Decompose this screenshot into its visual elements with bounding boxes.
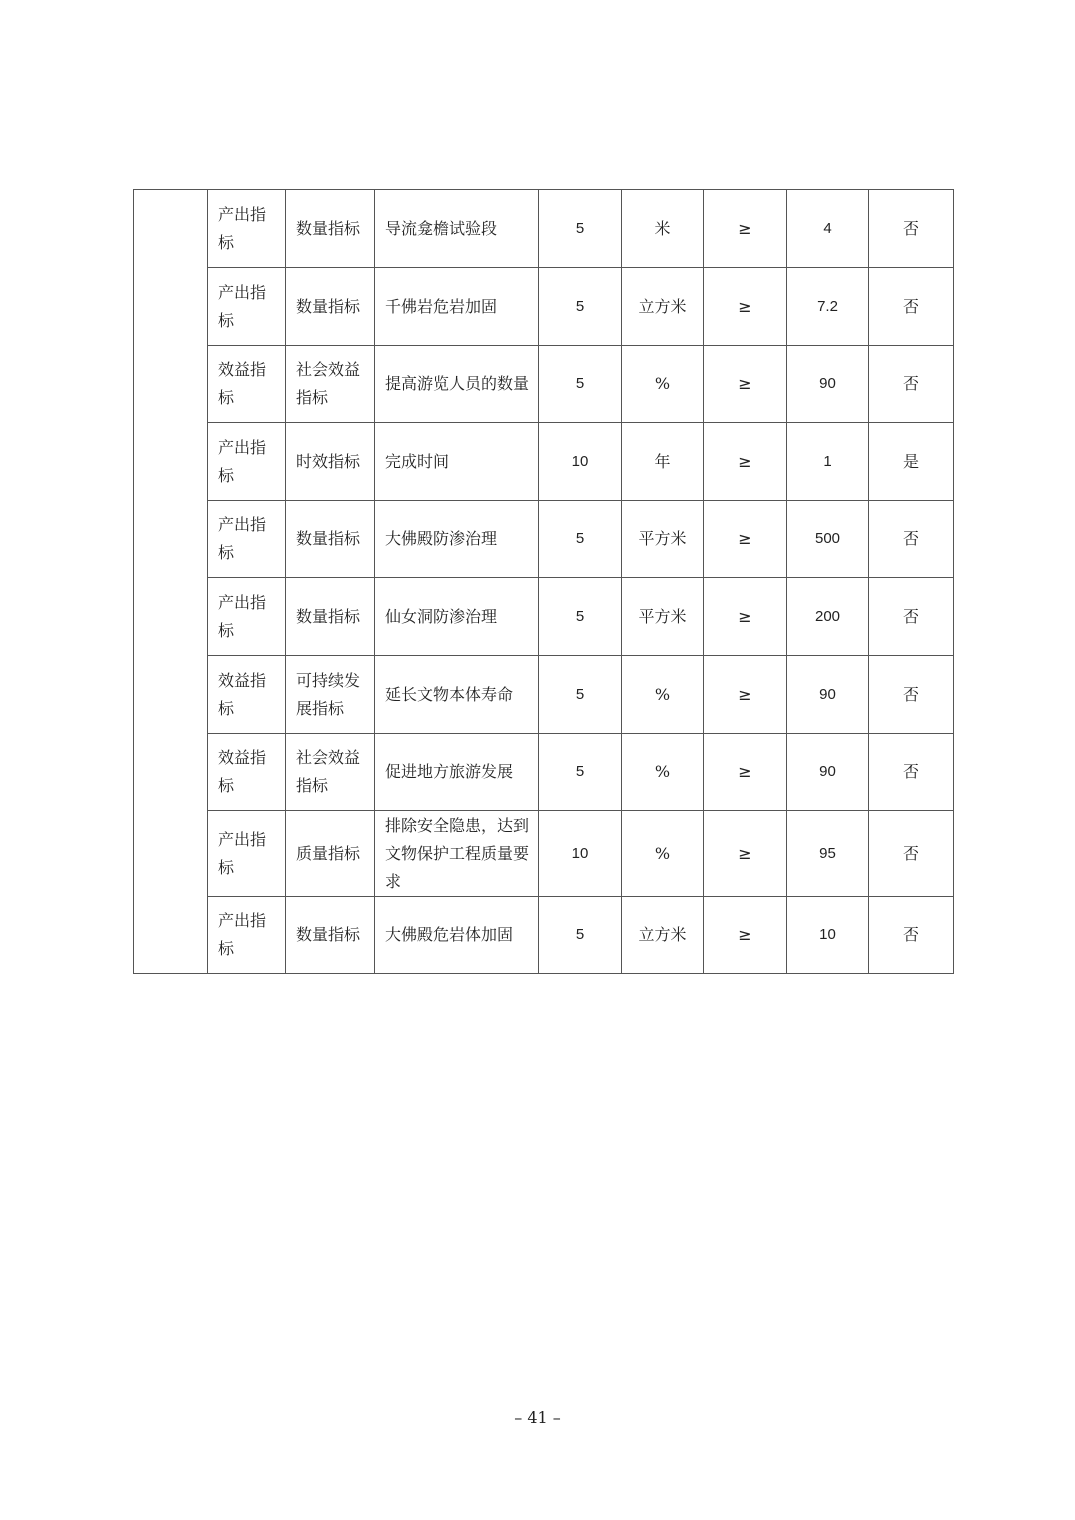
level2-cell: 数量指标 bbox=[286, 190, 375, 268]
unit-cell: % bbox=[622, 346, 704, 423]
core-cell: 否 bbox=[869, 578, 954, 656]
merged-blank-cell bbox=[134, 190, 208, 974]
table-row bbox=[134, 734, 954, 811]
operator-cell: ≥ bbox=[704, 578, 787, 656]
operator-cell: ≥ bbox=[704, 268, 787, 346]
level2-cell: 社会效益指标 bbox=[286, 734, 375, 811]
table-row bbox=[134, 578, 954, 656]
core-cell: 否 bbox=[869, 268, 954, 346]
table-row bbox=[134, 897, 954, 974]
core-cell: 否 bbox=[869, 734, 954, 811]
weight-cell: 5 bbox=[539, 346, 622, 423]
target-cell: 10 bbox=[787, 897, 869, 974]
core-cell: 否 bbox=[869, 811, 954, 897]
level2-cell: 时效指标 bbox=[286, 423, 375, 501]
unit-cell: 立方米 bbox=[622, 897, 704, 974]
operator-cell: ≥ bbox=[704, 734, 787, 811]
level2-cell: 社会效益指标 bbox=[286, 346, 375, 423]
target-cell: 4 bbox=[787, 190, 869, 268]
target-cell: 500 bbox=[787, 501, 869, 578]
indicator-cell: 大佛殿防渗治理 bbox=[375, 501, 539, 578]
core-cell: 否 bbox=[869, 656, 954, 734]
level1-cell: 产出指标 bbox=[208, 268, 286, 346]
level1-cell: 产出指标 bbox=[208, 811, 286, 897]
level2-cell: 数量指标 bbox=[286, 268, 375, 346]
table-row bbox=[134, 501, 954, 578]
unit-cell: 年 bbox=[622, 423, 704, 501]
level1-cell: 效益指标 bbox=[208, 734, 286, 811]
target-cell: 95 bbox=[787, 811, 869, 897]
weight-cell: 5 bbox=[539, 897, 622, 974]
weight-cell: 5 bbox=[539, 190, 622, 268]
unit-cell: 平方米 bbox=[622, 501, 704, 578]
weight-cell: 5 bbox=[539, 578, 622, 656]
level1-cell: 效益指标 bbox=[208, 656, 286, 734]
unit-cell: % bbox=[622, 734, 704, 811]
target-cell: 90 bbox=[787, 734, 869, 811]
level2-cell: 质量指标 bbox=[286, 811, 375, 897]
indicator-cell: 大佛殿危岩体加固 bbox=[375, 897, 539, 974]
level2-cell: 数量指标 bbox=[286, 578, 375, 656]
operator-cell: ≥ bbox=[704, 423, 787, 501]
weight-cell: 10 bbox=[539, 811, 622, 897]
unit-cell: 立方米 bbox=[622, 268, 704, 346]
indicator-cell: 仙女洞防渗治理 bbox=[375, 578, 539, 656]
weight-cell: 5 bbox=[539, 501, 622, 578]
indicator-cell: 提高游览人员的数量 bbox=[375, 346, 539, 423]
core-cell: 是 bbox=[869, 423, 954, 501]
core-cell: 否 bbox=[869, 897, 954, 974]
unit-cell: 平方米 bbox=[622, 578, 704, 656]
table-row bbox=[134, 811, 954, 897]
level1-cell: 效益指标 bbox=[208, 346, 286, 423]
indicator-cell: 排除安全隐患，达到文物保护工程质量要求 bbox=[375, 811, 539, 897]
target-cell: 200 bbox=[787, 578, 869, 656]
target-cell: 7.2 bbox=[787, 268, 869, 346]
operator-cell: ≥ bbox=[704, 656, 787, 734]
unit-cell: % bbox=[622, 811, 704, 897]
table-row bbox=[134, 190, 954, 268]
core-cell: 否 bbox=[869, 501, 954, 578]
weight-cell: 5 bbox=[539, 656, 622, 734]
weight-cell: 5 bbox=[539, 268, 622, 346]
level2-cell: 数量指标 bbox=[286, 897, 375, 974]
indicator-cell: 导流龛檐试验段 bbox=[375, 190, 539, 268]
table-row bbox=[134, 656, 954, 734]
level1-cell: 产出指标 bbox=[208, 190, 286, 268]
core-cell: 否 bbox=[869, 190, 954, 268]
weight-cell: 5 bbox=[539, 734, 622, 811]
level2-cell: 可持续发展指标 bbox=[286, 656, 375, 734]
table-row bbox=[134, 268, 954, 346]
indicator-cell: 促进地方旅游发展 bbox=[375, 734, 539, 811]
indicator-cell: 延长文物本体寿命 bbox=[375, 656, 539, 734]
operator-cell: ≥ bbox=[704, 190, 787, 268]
operator-cell: ≥ bbox=[704, 811, 787, 897]
core-cell: 否 bbox=[869, 346, 954, 423]
target-cell: 90 bbox=[787, 656, 869, 734]
level2-cell: 数量指标 bbox=[286, 501, 375, 578]
operator-cell: ≥ bbox=[704, 346, 787, 423]
indicator-cell: 完成时间 bbox=[375, 423, 539, 501]
indicator-table bbox=[133, 189, 954, 974]
unit-cell: % bbox=[622, 656, 704, 734]
level1-cell: 产出指标 bbox=[208, 423, 286, 501]
weight-cell: 10 bbox=[539, 423, 622, 501]
page-number: – 41 – bbox=[514, 1408, 561, 1427]
operator-cell: ≥ bbox=[704, 501, 787, 578]
table-row bbox=[134, 423, 954, 501]
indicator-cell: 千佛岩危岩加固 bbox=[375, 268, 539, 346]
level1-cell: 产出指标 bbox=[208, 897, 286, 974]
unit-cell: 米 bbox=[622, 190, 704, 268]
operator-cell: ≥ bbox=[704, 897, 787, 974]
target-cell: 1 bbox=[787, 423, 869, 501]
table-row bbox=[134, 346, 954, 423]
level1-cell: 产出指标 bbox=[208, 501, 286, 578]
target-cell: 90 bbox=[787, 346, 869, 423]
level1-cell: 产出指标 bbox=[208, 578, 286, 656]
